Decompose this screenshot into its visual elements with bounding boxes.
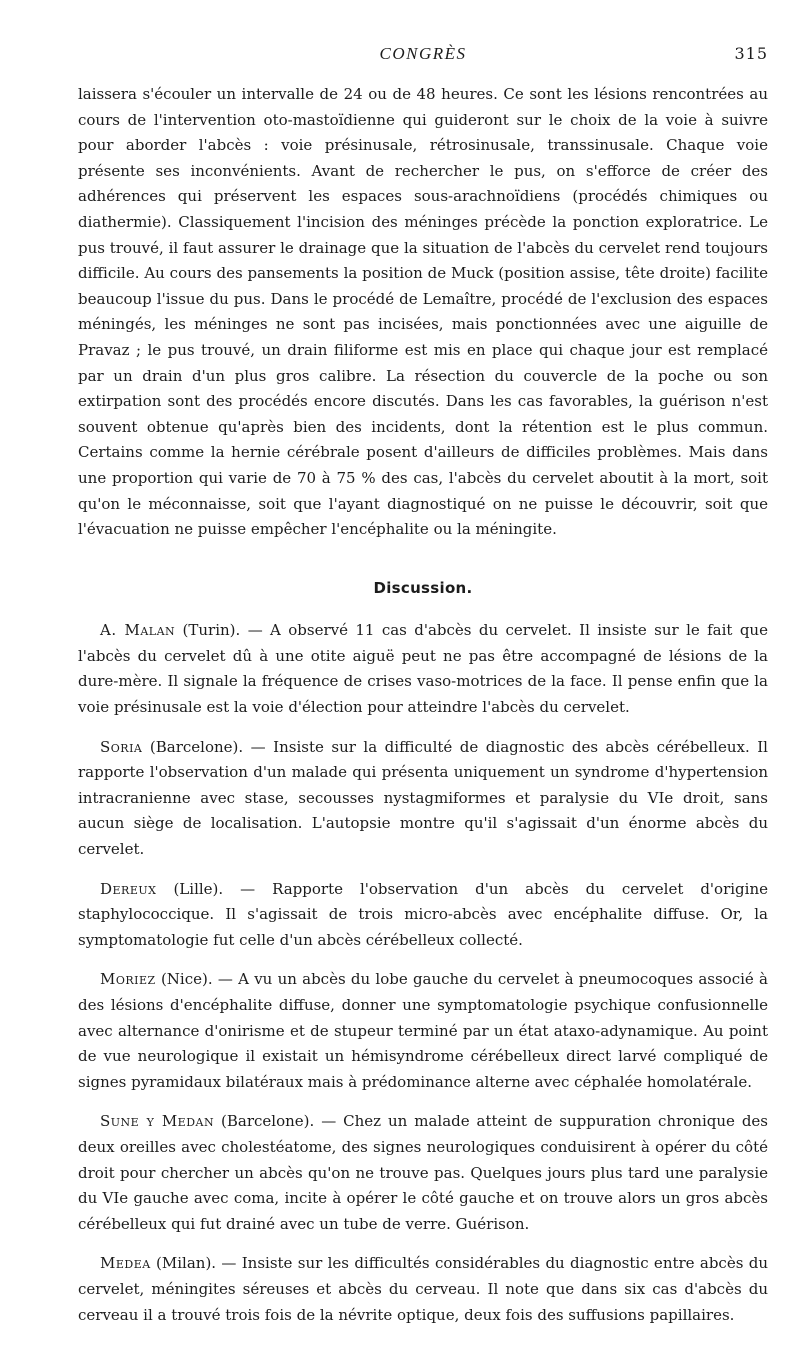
- discussion-entry: [78, 735, 768, 863]
- page-number: 315: [734, 44, 768, 63]
- speaker-city: (Turin).: [182, 621, 241, 640]
- entry-text: — Rapporte l'observation d'un abcès du cervelet d'origine staphylococcique. Il s'agissait de trois micro-abcès avec encéphalite diffuse. Or, la symptomatologie fut celle d'un abcès cérébelleux collecté.: [78, 879, 768, 949]
- speaker-city: (Milan).: [156, 1254, 217, 1273]
- entry-text: — A vu un abcès du lobe gauche du cervelet à pneumocoques associé à des lésions d'encéphalite diffuse, donner une symptomatologie psychique confusionnelle avec alternance d'onirisme et de stupeur terminé par un état ataxo-adynamique. Au point de vue neurologique il existait un hémisyndrome cérébelleux direct larvé compliqué de signes pyramidaux bilatéraux mais à prédominance alterne avec céphalée homolatérale.: [78, 970, 768, 1091]
- page-header: [78, 44, 768, 72]
- discussion-entry: [78, 1109, 768, 1237]
- speaker-name: Moriez: [100, 970, 156, 989]
- entry-text: — Insiste sur la difficulté de diagnostic des abcès cérébelleux. Il rapporte l'observation d'un malade qui présenta uniquement un syndrome d'hypertension intracranienne avec stase, secousses nystagmiformes et paralysie du VIe droit, sans aucun siège de localisation. L'autopsie montre qu'il s'agissait d'un énorme abcès du cervelet.: [78, 737, 768, 859]
- discussion-entry: [78, 1251, 768, 1328]
- intro-paragraph: laissera s'écouler un intervalle de 24 ou de 48 heures. Ce sont les lésions rencontrées au cours de l'intervention oto-mastoïdienne qui guideront sur le choix de la voie à suivre pour aborder l'abcès : voie présinusale, rétrosinusale, transsinusale. Chaque voie présente ses inconvénients. Avant de rechercher le pus, on s'efforce de créer des adhérences qui préservent les espaces sous-arachnoïdiens (procédés chimiques ou diathermie). Classiquement l'incision des méninges précède la ponction exploratrice. Le pus trouvé, il faut assurer le drainage que la situation de l'abcès du cervelet rend toujours difficile. Au cours des pansements la position de Muck (position assise, tête droite) facilite beaucoup l'issue du pus. Dans le procédé de Lemaître, procédé de l'exclusion des espaces méningés, les méninges ne sont pas incisées, mais ponctionnées avec une aiguille de Pravaz ; le pus trouvé, un drain filiforme est mis en place qui chaque jour est remplacé par un drain d'un plus gros calibre. La résection du couvercle de la poche ou son extirpation sont des procédés encore discutés. Dans les cas favorables, la guérison n'est souvent obtenue qu'après bien des incidents, dont la rétention est le plus commun. Certains comme la hernie cérébrale posent d'ailleurs de difficiles problèmes. Mais dans une proportion qui varie de 70 à 75 % des cas, l'abcès du cervelet aboutit à la mort, soit qu'on le méconnaisse, soit que l'ayant diagnostiqué on ne puisse le découvrir, soit que l'évacuation ne puisse empêcher l'encéphalite ou la méningite.: [78, 85, 768, 539]
- intro-section: [78, 82, 768, 543]
- speaker-city: (Lille).: [173, 879, 224, 898]
- speaker-name: Dereux: [100, 879, 157, 898]
- entry-text: — Chez un malade atteint de suppuration chronique des deux oreilles avec cholestéatome, des signes neurologiques conduisirent à opérer du côté droit pour chercher un abcès qu'on ne trouve pas. Quelques jours plus tard une paralysie du VIe gauche avec coma, incite à opérer le côté gauche et on trouve alors un gros abcès cérébelleux qui fut drainé avec un tube de verre. Guérison.: [78, 1112, 768, 1233]
- speaker-city: (Nice).: [160, 970, 213, 989]
- speaker-city: (Barcelone).: [221, 1112, 315, 1131]
- speaker-name: A. Malan: [100, 621, 176, 640]
- entry-text: — A observé 11 cas d'abcès du cervelet. Il insiste sur le fait que l'abcès du cervelet dû à une otite aiguë peut ne pas être accompagné de lésions de la dure-mère. Il signale la fréquence de crises vaso-motrices de la face. Il pense enfin que la voie présinusale est la voie d'élection pour atteindre l'abcès du cervelet.: [78, 621, 768, 717]
- running-title: CONGRÈS: [379, 44, 467, 63]
- entry-text: — Insiste sur les difficultés considérables du diagnostic entre abcès du cervelet, méningites séreuses et abcès du cerveau. Il note que dans six cas d'abcès du cerveau il a trouvé trois fois de la névrite optique, deux fois des suffusions papillaires.: [78, 1254, 768, 1324]
- article-body: [78, 82, 768, 1342]
- speaker-city: (Barcelone).: [149, 737, 244, 756]
- speaker-name: Sune y Medan: [100, 1112, 215, 1131]
- speaker-name: Soria: [100, 737, 143, 756]
- discussion-entry: [78, 967, 768, 1095]
- discussion-entry: [78, 618, 768, 720]
- section-heading: Discussion.: [373, 578, 473, 597]
- discussion-entry: [78, 877, 768, 954]
- speaker-name: Medea: [100, 1254, 151, 1273]
